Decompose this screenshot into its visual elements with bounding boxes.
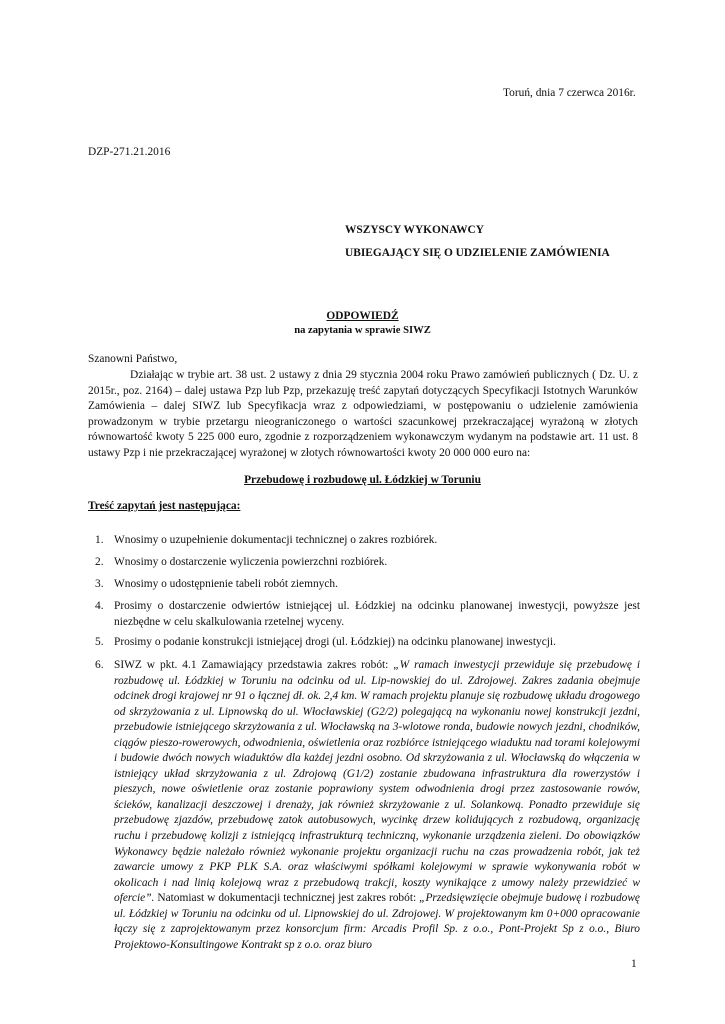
document-title: ODPOWIEDŹ	[326, 310, 399, 322]
page-number: 1	[631, 958, 637, 970]
addressee-line-1: WSZYSCY WYKONAWCY	[345, 224, 484, 236]
question-text: Prosimy o dostarczenie odwiertów istniejącej ul. Łódzkiej na odcinku planowanej inwestycji, powyższe jest niezbędne w celu skalkulowania rzetelnej wyceny.	[114, 600, 640, 628]
intro-text: Działając w trybie art. 38 ust. 2 ustawy z dnia 29 stycznia 2004 roku Prawo zamówień publicznych ( Dz. U. z 2015r., poz. 2164) – dalej ustawa Pzp lub Pzp, przekazuję treść zapytań dotyczących Specyfikacji Istotnych Warunków Zamówienia – dalej SIWZ lub Specyfikacja wraz z odpowiedziami, w postępowaniu o udzielenie zamówienia prowadzonym w trybie przetargu nieograniczonego o wartości szacunkowej przekraczającej wyrażoną w złotych równowartość kwoty 5 225 000 euro, zgodnie z rozporządzeniem wykonawczym wydanym na podstawie art. 11 ust. 8 ustawy Pzp i nie przekraczającej wyrażonej w złotych równowartości kwoty 20 000 000 euro na:	[88, 369, 638, 459]
question-text: Wnosimy o dostarczenie wyliczenia powierzchni rozbiórek.	[114, 556, 388, 568]
question-text	[114, 658, 640, 953]
place-date: Toruń, dnia 7 czerwca 2016r.	[503, 87, 636, 99]
questions-heading: Treść zapytań jest następująca:	[88, 500, 241, 512]
quote-scope-technical: „Przedsięwzięcie obejmuje budowę i rozbudowę ul. Łódzkiej w Toruniu na odcinku od ul. Lipnowskiej do ul. Zdrojowej. W projektowanym km 0+000 opracowanie łączy się z zaprojektowanym przez konsorcjum firm: Arcadis Profil Sp. z o.o., Pont-Projekt Sp z o.o., Biuro Projektowo-Konsultingowe Kontrakt sp z o.o. oraz biuro	[114, 892, 640, 951]
document-subtitle: na zapytania w sprawie SIWZ	[294, 325, 431, 336]
addressee-line-2: UBIEGAJĄCY SIĘ O UDZIELENIE ZAMÓWIENIA	[345, 247, 610, 259]
question-number: 5.	[95, 636, 104, 648]
question-text-a: SIWZ w pkt. 4.1 Zamawiający przedstawia zakres robót:	[114, 659, 394, 671]
question-number: 1.	[95, 534, 104, 546]
question-number: 6.	[95, 659, 104, 671]
question-text: Wnosimy o uzupełnienie dokumentacji technicznej o zakres rozbiórek.	[114, 534, 438, 546]
question-number: 4.	[95, 600, 104, 612]
question-text: Prosimy o podanie konstrukcji istniejącej drogi (ul. Łódzkiej) na odcinku planowanej inwestycji.	[114, 636, 556, 648]
question-text-b: Natomiast w dokumentacji technicznej jest zakres robót:	[154, 892, 420, 905]
reference-number: DZP-271.21.2016	[88, 146, 171, 158]
quote-scope-siwz: „W ramach inwestycji przewiduje się przebudowę i rozbudowę ul. Łódzkiej w Toruniu na odcinku od ul. Lip-nowskiej do ul. Zdrojowej. Zakres zadania obejmuje odcinek drogi krajowej nr 91 o łącznej dł. ok. 2,4 km. W ramach projektu planuje się rozbudowę układu drogowego od skrzyżowania z ul. Lipnowską do ul. Włocławskiej (G2/2) polegającą na wykonaniu nowej konstrukcji jezdni, przebudowie istniejącego skrzyżowania z ul. Włocławską na 3-wlotowe ronda, budowie nowych jezdni, chodników, ciągów pieszo-rowerowych, odwodnienia, oświetlenia oraz rozbiórce istniejącego wiaduktu nad torami kolejowymi i budowie dwóch nowych wiaduktów dla każdej jezdni osobno. Od skrzyżowania z ul. Włocławską do włączenia w istniejący układ skrzyżowania z ul. Zdrojową (G1/2) zostanie zbudowana infrastruktura dla rowerzystów i pieszych, nowe oświetlenie oraz zostanie poprawiony system odwodnienia drogi przez zastosowanie rowów, ścieków, kanalizacji deszczowej i drenaży, jak również skrzyżowanie z ul. Solankową. Ponadto przewiduje się przebudowę zjazdów, przebudowę zatok autobusowych, wycinkę drzew kolidujących z rozbudową, organizację ruchu i przebudowę kolizji z istniejącą infrastrukturą techniczną, wykonanie urządzenia zieleni. Do obowiązków Wykonawcy będzie należało również wykonanie projektu organizacji ruchu na czas prowadzenia robót, jak też zawarcie umowy z PKP PLK S.A. oraz właściwymi spółkami kolejowymi w sprawie wykonywania robót w okolicach i nad linią kolejową wraz z przebudową trakcji, koszty wynikające z umowy należy przewidzieć w ofercie”.	[114, 659, 641, 905]
question-text: Wnosimy o udostępnienie tabeli robót ziemnych.	[114, 578, 338, 590]
question-number: 2.	[95, 556, 104, 568]
greeting: Szanowni Państwo,	[88, 353, 178, 365]
project-title: Przebudowę i rozbudowę ul. Łódzkiej w Toruniu	[244, 474, 481, 486]
intro-paragraph	[88, 368, 638, 462]
question-number: 3.	[95, 578, 104, 590]
